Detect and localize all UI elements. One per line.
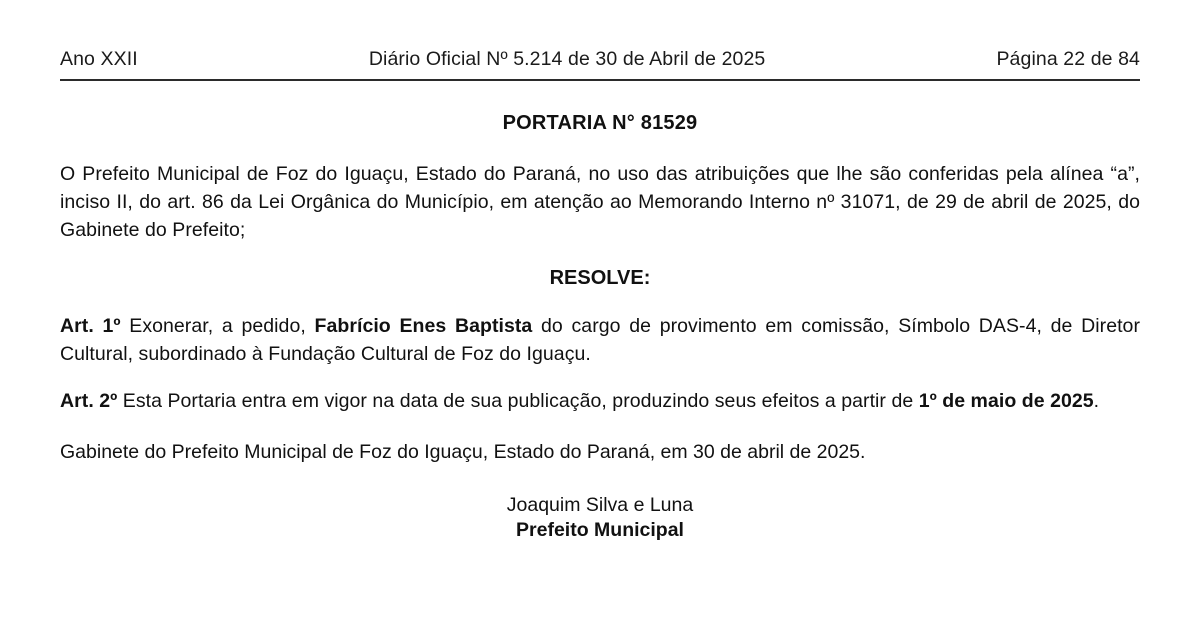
resolve-label: RESOLVE: bbox=[549, 267, 651, 290]
article-2-paragraph bbox=[60, 388, 1140, 416]
document-title: PORTARIA N° 81529 bbox=[502, 112, 698, 134]
article-2-label: Art. 2º bbox=[60, 389, 118, 412]
signatory-name: Joaquim Silva e Luna bbox=[506, 494, 694, 517]
article-2-text-after-date: . bbox=[1093, 389, 1100, 412]
closing-paragraph: Gabinete do Prefeito Municipal de Foz do Iguaçu, Estado do Paraná, em 30 de abril de 2025. bbox=[60, 441, 866, 464]
document-body bbox=[60, 81, 1140, 544]
article-1-label: Art. 1º bbox=[60, 314, 121, 337]
article-1-paragraph bbox=[60, 313, 1140, 368]
preamble-paragraph: O Prefeito Municipal de Foz do Iguaçu, Estado do Paraná, no uso das atribuições que lhe são conferidas pela alínea “a”, inciso II, do art. 86 da Lei Orgânica do Município, em atenção ao Memorando Interno nº 31071, de 29 de abril de 2025, do Gabinete do Prefeito; bbox=[60, 163, 1140, 241]
article-1-text-before-name: Exonerar, a pedido, bbox=[120, 314, 315, 337]
header-page-number: Página 22 de 84 bbox=[996, 48, 1140, 70]
page-header bbox=[60, 0, 1140, 79]
signature-block bbox=[60, 493, 1140, 544]
article-2-effective-date: 1º de maio de 2025 bbox=[918, 389, 1094, 412]
article-1-text-after-name: do cargo de provimento em comissão, Símbolo DAS-4, de Diretor Cultural, subordinado à Fundação Cultural de Foz do Iguaçu. bbox=[60, 314, 1140, 365]
signatory-role: Prefeito Municipal bbox=[516, 519, 684, 542]
article-2-text-before-date: Esta Portaria entra em vigor na data de sua publicação, produzindo seus efeitos a partir de bbox=[117, 389, 919, 412]
article-1-person-name: Fabrício Enes Baptista bbox=[314, 314, 533, 337]
header-year: Ano XXII bbox=[60, 48, 138, 70]
header-gazette-title: Diário Oficial Nº 5.214 de 30 de Abril de 2025 bbox=[368, 48, 766, 70]
